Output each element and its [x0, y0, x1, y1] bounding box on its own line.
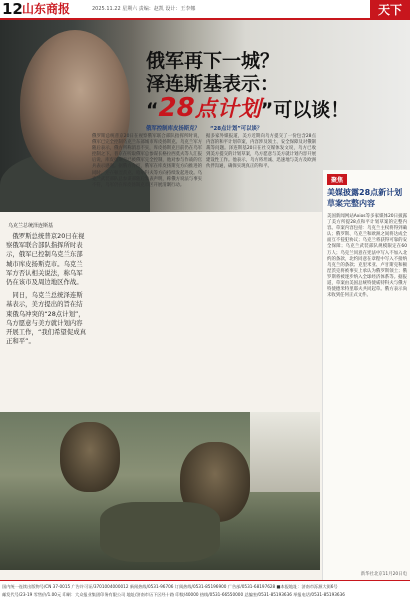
- headline-line3: [146, 93, 406, 123]
- subhead-2[interactable]: “28点计划”可以谈？: [210, 126, 263, 132]
- footer: [0, 580, 410, 603]
- side-source: 新华社北京11月20日电: [360, 572, 407, 577]
- page-number: 12: [2, 0, 23, 18]
- side-article[interactable]: [322, 170, 410, 588]
- summary-paragraph: 同日，乌克兰总统泽连斯基表示，美方提出的旨在结束俄乌冲突的“28点计划”，乌方愿意与美方就计划内容开展工作，“我们希望促成真正和平”。: [6, 291, 86, 346]
- side-body: 美国新闻网站Axios等多家媒体20日披露了美方所提28点和平计划草案的完整内容。草案内容包括：乌克兰主权将得到确认；俄罗斯、乌克兰和欧洲之间将达成全面互不侵犯协议；乌克兰将获得可靠的安全保障；乌克兰武装部队规模限定在60万人；乌克兰同意在宪法中写入不加入北约的条款，北约同意在章程中写入不接纳乌克兰的条款；克里米亚、卢甘斯克和顿涅茨克将被事实上承认为俄罗斯领土；俄罗斯将被逐步纳入全球经济体系等。据报道，草案由美国总统特使威特科夫与俄方特使德米特里耶夫共同起草。俄方表示尚未收到任何正式文件。: [327, 214, 407, 299]
- lead-summary: [6, 232, 86, 350]
- masthead: [0, 0, 410, 20]
- issue-meta: 2025.11.22 星期六 责编：赵凯 设计：王李娜: [92, 6, 196, 12]
- headline-plan: 点计划: [194, 97, 261, 122]
- article-column-2: 据多家外媒报道，美方近期向乌方提交了一份包含28点内容的和平计划草案，内容涉及领土、安全保障及对俄制裁等问题。泽连斯基20日在社交媒体发文说，乌方已收到美方提交的计划草案，乌方愿意与美方就计划内容开展建设性工作。他表示，乌方将坦诚、迅速地与美方及欧洲伙伴沟通，确保实现真正的和平。: [206, 134, 316, 170]
- article-column-1: 俄罗斯总统普京20日在视察俄军联合部队指挥所时说，俄军已完全控制乌克兰东部城市库皮扬斯克。乌克兰军方随后表示，俄方所称消息不实，库皮扬斯克目前仍在乌军控制之下。普京在听取俄军总参谋长格拉西莫夫等人汇报后说，库皮扬斯克已被俄军完全控制，他对参与作战的官兵表示感谢。据俄方介绍，俄军在库皮扬斯克方向推进的同时，还在顿涅茨克、哈尔科夫等方向持续发起进攻。乌克兰武装部队总参谋部随后发表声明，称俄方说法与事实不符，乌军仍在库皮扬斯克市区开展清剿行动。: [92, 134, 202, 188]
- footer-row-2: 邮发代号/23-19 零售价/1.00元 印刷：大众报业集团印务有限公司 地址/济南市历下区经十路 印数/40000 热线/0531-66550000 总编室/0531-85193636 举报电话/0531-85193636: [2, 592, 345, 597]
- soldier-figure: [60, 422, 120, 492]
- side-title[interactable]: 美媒披露28点新计划草案完整内容: [327, 188, 403, 208]
- quote-open: “: [146, 99, 159, 121]
- summary-paragraph: 俄罗斯总统普京20日在视察俄军联合部队指挥所时表示，俄军已控制乌克兰东部城市库皮扬斯克市。乌克兰军方否认相关说法，称乌军仍在该市及周边地区作战。: [6, 232, 85, 287]
- photo-caption: 乌克兰总统泽连斯基: [8, 223, 54, 229]
- battlefield-photo: [0, 412, 320, 570]
- subhead-1[interactable]: 俄军控制库皮扬斯克？: [146, 126, 200, 132]
- headline-line2: 泽连斯基表示：: [146, 73, 280, 95]
- flag-shape: [250, 412, 320, 492]
- lead-headline[interactable]: [146, 50, 406, 122]
- paper-name: 山东商报: [22, 2, 71, 16]
- section-tab[interactable]: 天下: [370, 0, 410, 20]
- footer-row-1: 国内统一连续出版物号/CN 37-0015 广告许可证/3701004000012 新闻热线/0531-96706 订阅热线/0531-85196900 广告部/0531-68197628 ■本报地址：济南市泺源大街6号: [2, 584, 338, 589]
- headline-suffix: 可以谈！: [273, 99, 350, 121]
- quote-close: ”: [260, 99, 274, 121]
- headline-number: 28: [158, 93, 195, 123]
- headline-line1: 俄军再下一城？: [146, 50, 280, 72]
- soldier-figure: [100, 502, 220, 562]
- side-label: 聚焦: [327, 174, 347, 185]
